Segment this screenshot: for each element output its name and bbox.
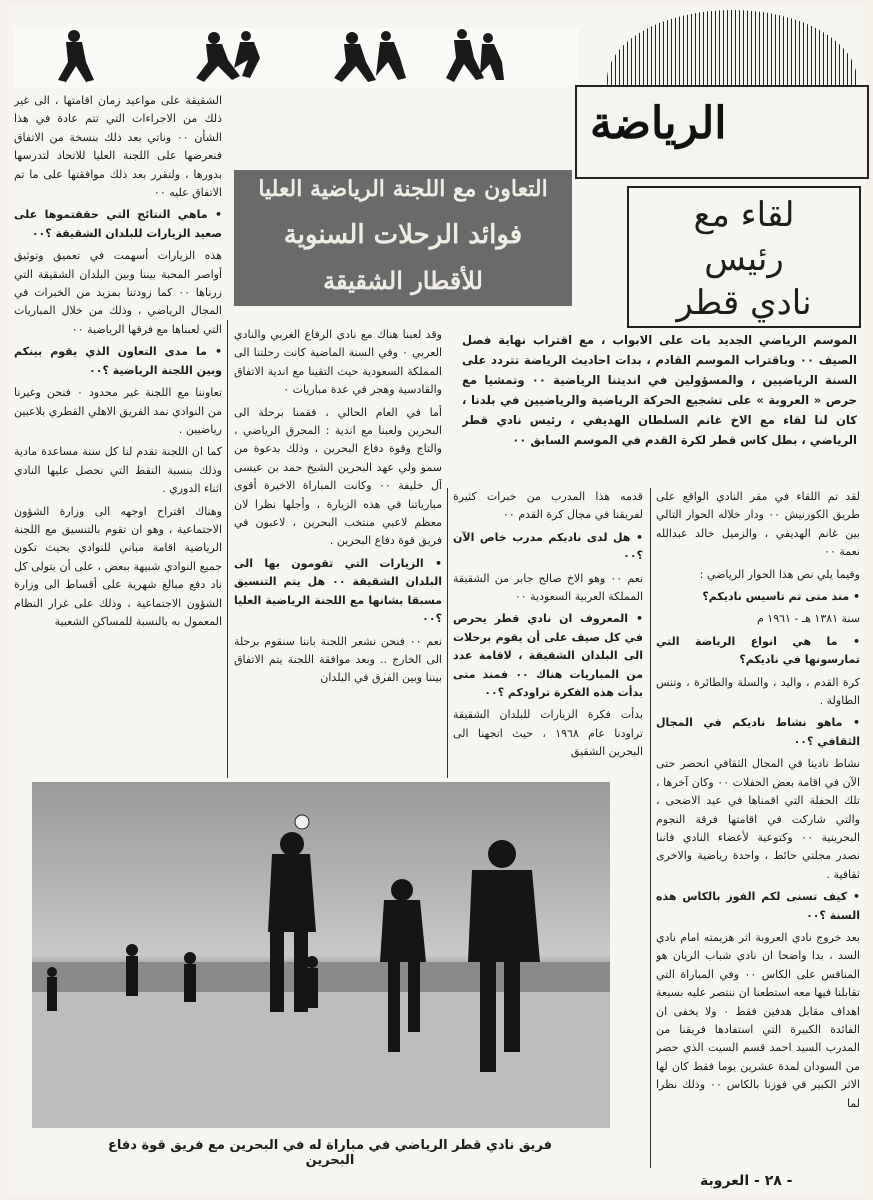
interview-question: • ماهو نشاط ناديكم في المجال الثقافي ؟٠٠ [656, 716, 860, 748]
article-column-mid-left [234, 326, 442, 776]
page-footer: - ٢٨ - العروبة [700, 1173, 793, 1189]
article-paragraph: نشاط نادينا في المجال الثقافي انحصر حتى الآن في اقامة بعض الحفلات ٠٠ وكان آخرها ، تلك الحفلة التي اقمناها في عيد الاضحى ، والتي شاركت في اقامتها فرقة النجوم البحرينية ٠٠ وكتوعية لأعضاء النادي فاننا نصدر مجلتي حائط ، واحدة رياضية والاخرى ثقافية . [656, 757, 860, 881]
article-paragraph: هذه الزيارات أسهمت في تعميق وتوثيق أواصر المحبة بيننا وبين البلدان الشقيقة التي زرناها ٠٠ كما زودتنا بمزيد من الخبرات في المجال الرياضي ، وذلك من خلال المباريات التي لعبناها مع فرقها الرياضية ٠٠ [14, 249, 222, 336]
article-paragraph: نعم ٠٠ وهو الاخ صالح جابر من الشقيقة المملكة العربية السعودية ٠٠ [453, 571, 643, 604]
article-paragraph: قدمه هذا المدرب من خبرات كثيرة لفريقنا في مجال كرة القدم ٠٠ [453, 490, 643, 522]
article-paragraph: لقد تم اللقاء في مقر النادي الواقع على طريق الكورنيش ٠٠ ودار خلاله الحوار التالي بين غانم الهديفي ، والزميل خالد عبدالله نعمة ٠٠ [656, 490, 860, 559]
match-photo [32, 782, 610, 1128]
interview-question: • المعروف ان نادي قطر يحرص في كل صيف على أن يقوم برحلات الى البلدان الشقيقة ، لاقامة عدد من المباريات هناك ٠٠ فمنذ متى بدأت هذه الفكرة تراودكم ؟٠٠ [453, 612, 643, 700]
article-paragraph: كرة القدم ، واليد ، والسلة والطائرة ، وتنس الطاولة . [656, 675, 860, 708]
article-paragraph: كما ان اللجنة تقدم لنا كل سنة مساعدة مادية وذلك بنسبة النقط التي نحصل عليها النادي اثناء الدوري . [14, 445, 222, 496]
headline-line-1: التعاون مع اللجنة الرياضية العليا [258, 176, 548, 202]
article-paragraph: الشقيقة على مواعيد زمان اقامتها ، الى غير ذلك من الاجراءات التي تتم عادة في هذا الشأن ٠٠ وناتي بعد ذلك بنسخة من الاتفاق فنعرضها على اللجنة العليا للاتحاد لتدرسها بدورها ، ولتقرر بعد ذلك موافقتها على ما تم الاتفاق عليه ٠٠ [14, 94, 222, 200]
column-rule [447, 488, 448, 778]
interview-question: • منذ متى تم تاسيس ناديكم؟ [702, 590, 860, 604]
headline-box [234, 170, 572, 306]
meeting-title-line-1: لقاء مع [693, 195, 795, 235]
meeting-title-line-2: رئيس [704, 239, 784, 279]
football-silhouette-band [14, 28, 579, 88]
article-column-left [14, 92, 222, 776]
article-paragraph: بعد خروج نادي العروبة اثر هزيمته امام نادي السد ، بدا واضحا ان نادي شباب الريان هو المنافس على الكاس ٠٠ وفي المباراة التي تقابلنا فيها معه استطعنا ان ننتصر عليه بسبعة اهداف مقابل هدفين فقط ٠ ولا يخفى ان الفائدة الكبيرة التي استفادها فريقنا من المدرب السيد احمد قسم السيت الذي حضر من السودان لمدة عشرين يوما فقط كان لها الاثر الكبير في فوزنا بالكاس ٠٠ وذلك نظرا لما [656, 930, 860, 1110]
intro-paragraph: الموسم الرياضي الجديد بات على الابواب ، مع اقتراب نهاية فصل الصيف ٠٠ وباقتراب الموسم القادم ، بدات احاديث الرياضة تتردد على السنة الرياضيين ، والمسؤولين في انديتنا الرياضية ٠٠ وتمشيا مع حرص « العروبة » على تشجيع الحركة الرياضية والرياضيين في بلدنا ، كان لنا لقاء مع الاخ غانم السلطان الهديفي ، رئيس نادي قطر الرياضي ، بطل كاس قطر لكرة القدم في الموسم السابق ٠٠ [462, 333, 857, 447]
photo-caption: فريق نادي قطر الرياضي في مباراة له في البحرين مع فريق قوة دفاع البحرين [107, 1138, 553, 1168]
headline-line-3: للأقطار الشقيقة [323, 266, 483, 295]
article-paragraph: تعاوننا مع اللجنة غير محدود ٠ فنحن وغيرنا من النوادي نمد الفريق الاهلي القطري بلاعبين رياضيين . [14, 386, 222, 436]
article-paragraph: وهناك اقتراح اوجهه الى وزارة الشؤون الاجتماعية ، وهو ان تقوم بالتنسيق مع اللجنة الرياضية اقامة مباني للنوادي بحيث تكون جميع النوادي شبيهة ببعض ، على أن يتولى كل ناد دفع مبالغ شهرية على أقساط الى وزارة الشؤون الاجتماعية ، وذلك على غرار النظام المعمول به بالنسبة للمساكن الشعبية [14, 504, 222, 628]
article-paragraph: وفيما يلي نص هذا الحوار الرياضي : [699, 567, 860, 581]
meeting-title-box [627, 186, 861, 328]
interview-question: • هل لدى ناديكم مدرب خاص الآن ؟٠٠ [453, 530, 643, 563]
football-match-illustration [32, 782, 610, 1128]
interview-question: • ما مدى التعاون الذي يقوم بينكم وبين اللجنة الرياضية ؟٠٠ [14, 345, 222, 377]
headline-line-2: فوائد الرحلات السنوية [283, 220, 523, 250]
column-rule [650, 488, 651, 1168]
interview-question: • ما هي انواع الرياضة التي تمارسونها في ناديكم؟ [656, 634, 860, 667]
article-paragraph: سنة ١٣٨١ هـ - ١٩٦١ م [756, 612, 860, 626]
article-paragraph: أما في العام الحالي ، فقمنا برحلة الى البحرين ولعبنا مع اندية : المحرق الرياضي ، والتاج وقوة دفاع البحرين ، وذلك بدعوة من سمو ولي عهد البحرين الشيخ حمد بن عيسى آل خليفة ٠٠ وكانت المباراة الاخيرة أقوى مبارياتنا في هذه الزيارة ، وأجلها نظرا لان معظم لاعبي منتخب البحرين ، لاعبون في فريق قوة دفاع البحرين . [234, 405, 442, 548]
interview-question: • كيف تسنى لكم الفوز بالكاس هذه السنة ؟٠٠ [656, 890, 860, 922]
section-logo-title: الرياضة [590, 98, 727, 149]
article-paragraph: نعم ٠٠ فنحن نشعر اللجنة باننا سنقوم برحلة الى الخارج .. وبعد موافقة اللجنة يتم الاتفاق بيننا وبين الفرق في البلدان [234, 634, 442, 685]
column-rule [227, 320, 228, 778]
meeting-title-line-3: نادي قطر [676, 283, 812, 323]
article-paragraph: وقد لعبنا هناك مع نادي الرفاع الغربي والنادي العربي ٠ وفي السنة الماضية كانت رحلتنا الى المملكة السعودية حيث التقينا مع اندية الاتفاق والقادسية وهجر في عدة مباريات ٠ [234, 328, 442, 397]
article-paragraph: بدأت فكرة الزيارات للبلدان الشقيقة تراودنا عام ١٩٦٨ ، حيث اتجهنا الى البحرين الشقيق [453, 708, 643, 759]
interview-question: • الزيارات التي تقومون بها الى البلدان الشقيقة ٠٠ هل يتم التنسيق مسبقا بشانها مع اللجنة الرياضية العليا ؟٠٠ [234, 556, 442, 626]
interview-question: • ماهي النتائج التي حققتموها على صعيد الزيارات للبلدان الشقيقة ؟٠٠ [14, 208, 222, 240]
article-column-mid-right [453, 488, 643, 776]
article-column-right [656, 488, 860, 1168]
player-silhouettes-icon [14, 28, 579, 88]
